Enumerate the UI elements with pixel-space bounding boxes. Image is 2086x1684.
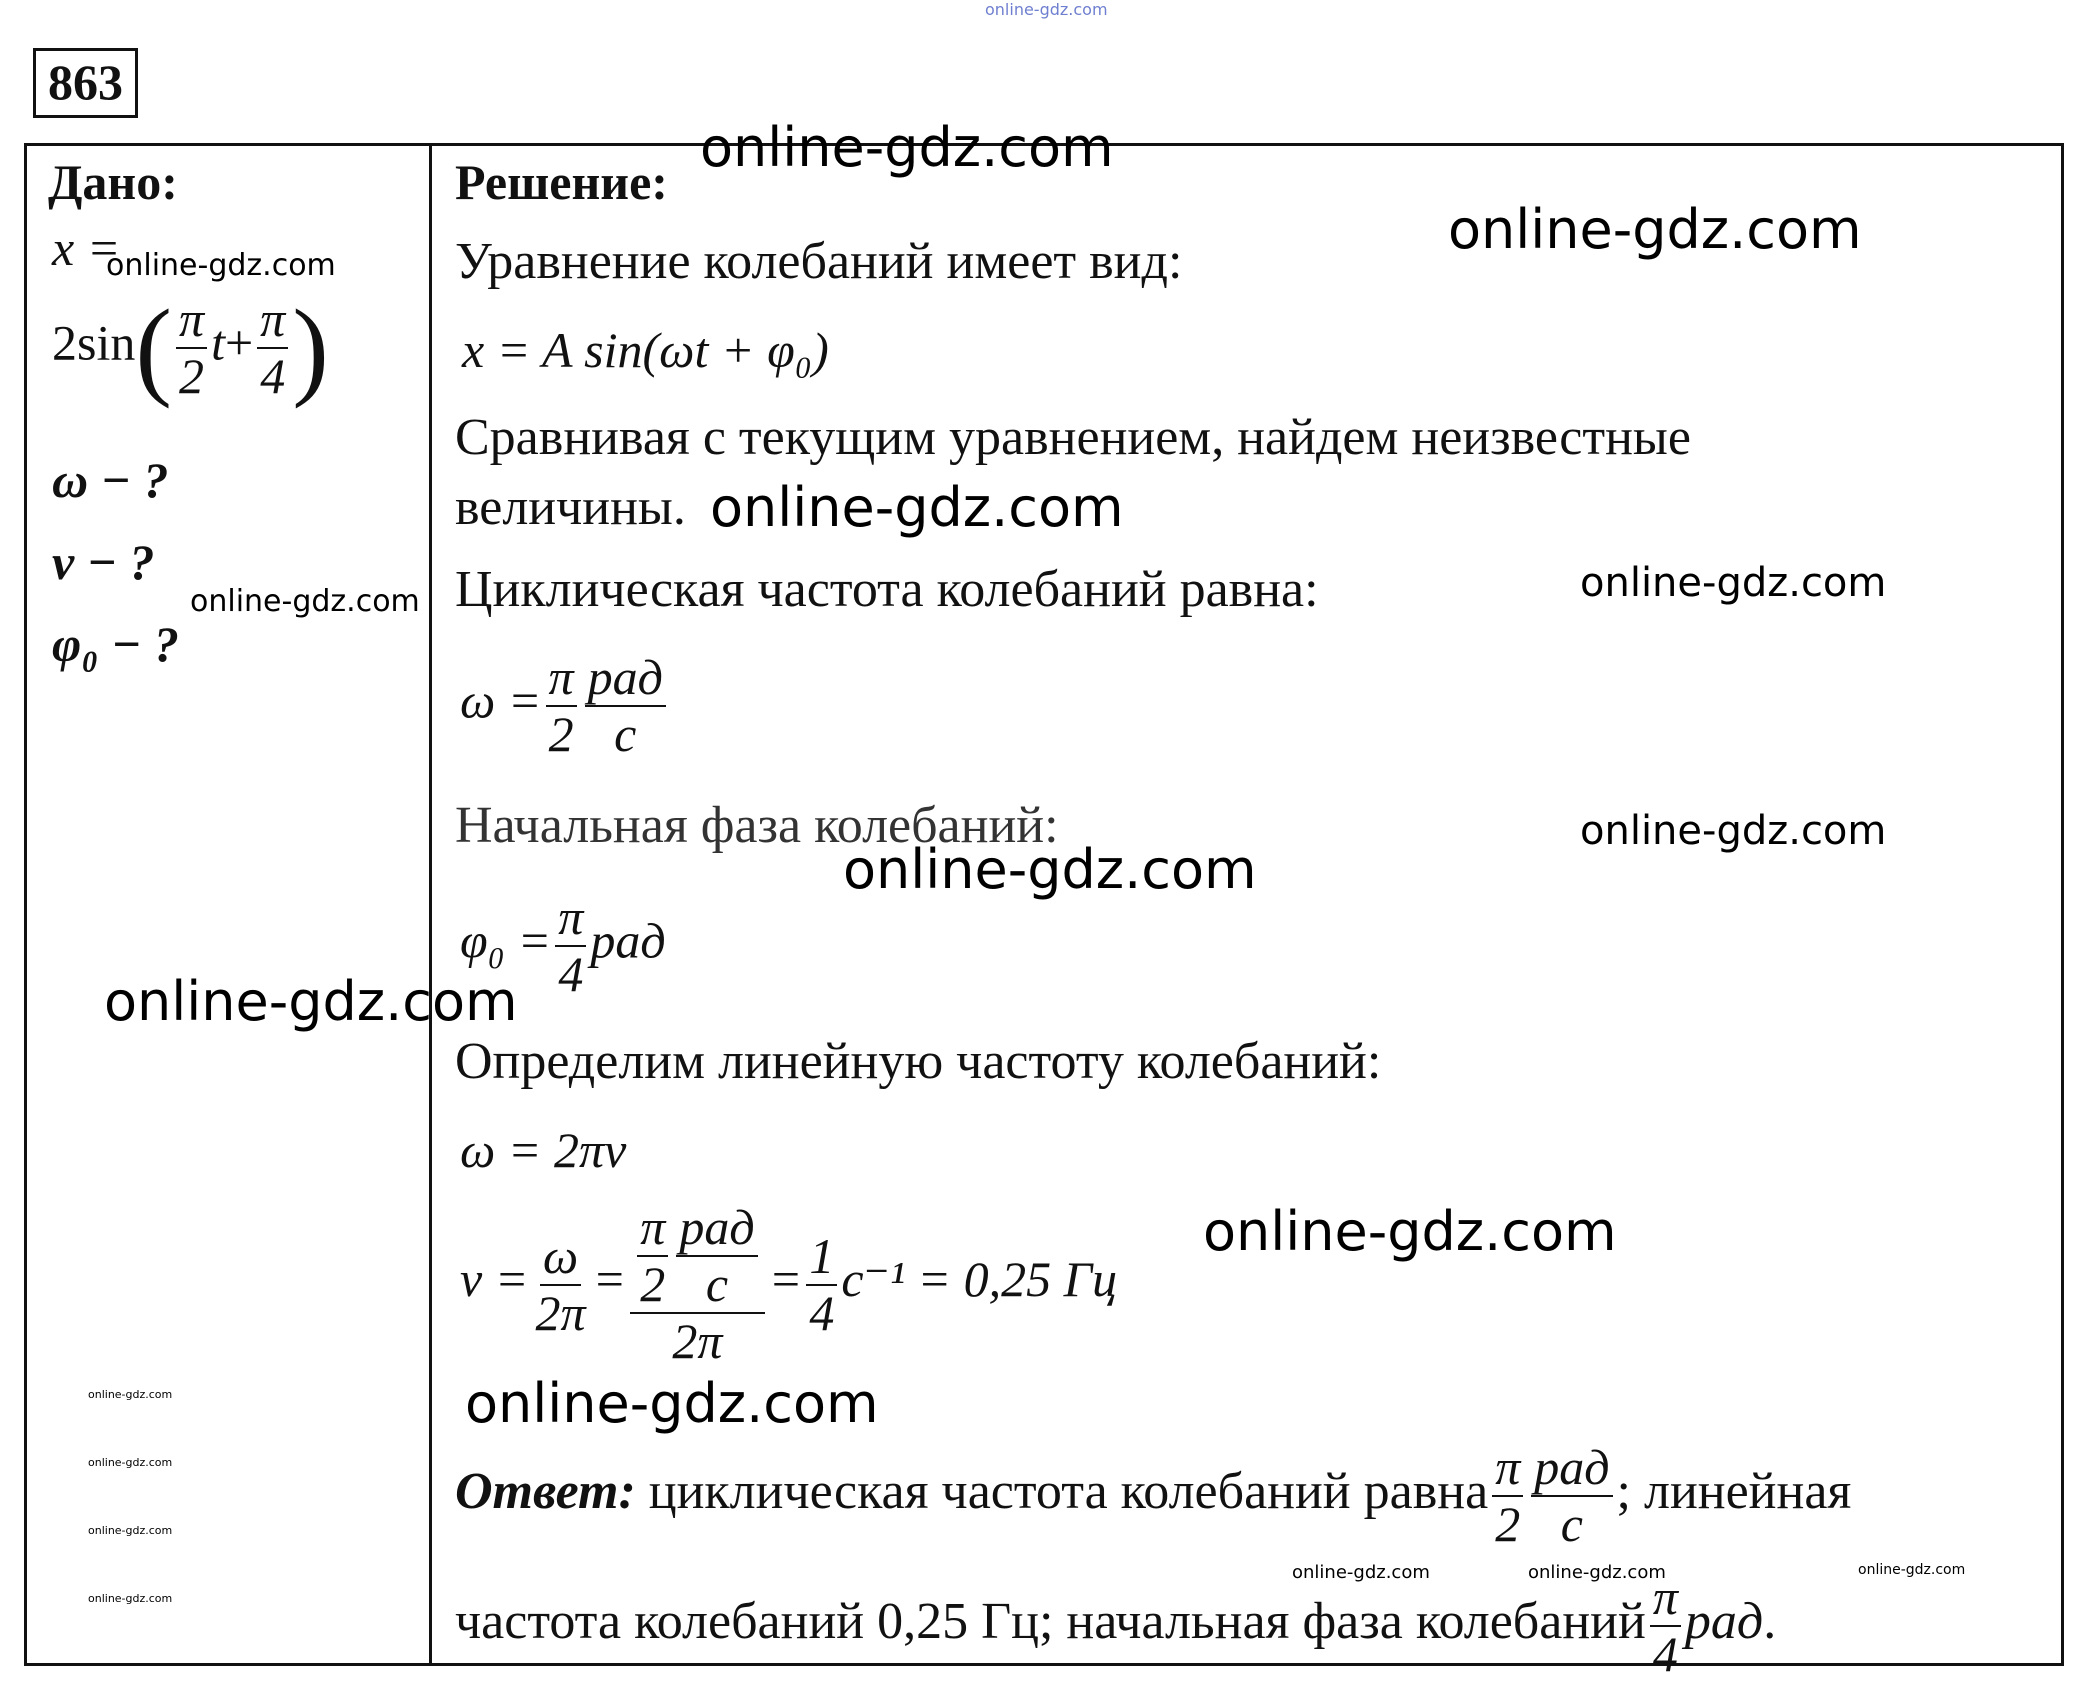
watermark-16: online-gdz.com: [1292, 1562, 1430, 1583]
watermark-6: online-gdz.com: [1580, 560, 1887, 606]
nu-fraction-3: $\frac{1}{4}$: [806, 1229, 837, 1341]
given-fraction-b: $\frac{\pi}{4}$: [257, 292, 288, 404]
given-sin: sin: [77, 314, 136, 371]
problem-number: 863: [33, 48, 138, 118]
given-equation-lhs: x =: [52, 220, 121, 276]
watermark-8: online-gdz.com: [843, 838, 1257, 901]
given-equation: [52, 287, 329, 409]
watermark-4: online-gdz.com: [710, 476, 1124, 539]
nu-fraction-2: $\frac{\pi}{2}$ $\frac{\text{рад}}{с}$ 2π: [630, 1200, 764, 1369]
watermark-15: online-gdz.com: [88, 1592, 173, 1605]
formula-general: x = A sin(ωt + φ₀): [462, 322, 829, 378]
watermark-18: online-gdz.com: [1858, 1562, 1966, 1578]
answer-fraction-pi: $\frac{\pi}{2}$: [1492, 1440, 1523, 1552]
omega-formula: ω = $\frac{\pi}{2}$ $\frac{\text{рад}}{с}$: [460, 650, 670, 762]
unknown-nu: ν − ?: [52, 534, 155, 590]
solution-line-4: Циклическая частота колебаний равна:: [455, 561, 1319, 618]
given-t: t: [211, 314, 225, 371]
watermark-14: online-gdz.com: [88, 1524, 173, 1537]
given-amplitude: 2: [52, 314, 77, 371]
answer-line-1: Ответ: циклическая частота колебаний равна $\frac{\pi}{2}$ $\frac{\text{рад}}{с}$ ; линейная: [455, 1439, 1852, 1552]
unknown-omega: ω − ?: [52, 452, 169, 508]
solution-line-2: Сравнивая с текущим уравнением, найдем неизвестные: [455, 409, 1691, 466]
omega-fraction-unit: $\frac{\text{рад}}{с}$: [585, 650, 666, 762]
solution-line-1: Уравнение колебаний имеет вид:: [455, 233, 1183, 290]
right-paren: ): [292, 287, 329, 409]
solution-line-3: величины.: [455, 479, 686, 536]
given-fraction-a: $\frac{\pi}{2}$: [176, 292, 207, 404]
solution-line-5: Начальная фаза колебаний:: [455, 797, 1059, 854]
unknown-phi: φ₀ − ?: [52, 616, 179, 672]
column-divider: [429, 143, 432, 1666]
watermark-7: online-gdz.com: [1580, 808, 1887, 854]
solution-line-6: Определим линейную частоту колебаний:: [455, 1033, 1382, 1090]
nu-fraction-1: $\frac{\omega}{2\pi}$: [535, 1227, 586, 1341]
omega-fraction-pi: $\frac{\pi}{2}$: [546, 650, 577, 762]
watermark-1: online-gdz.com: [700, 116, 1114, 179]
solution-heading: Решение:: [455, 154, 668, 210]
watermark-9: online-gdz.com: [104, 970, 518, 1033]
answer-fraction-unit: $\frac{\text{рад}}{с}$: [1531, 1440, 1612, 1552]
nu-tail: с⁻¹ = 0,25 Гц: [841, 1250, 1118, 1307]
given-plus: +: [224, 314, 254, 371]
left-paren: (: [135, 287, 172, 409]
watermark-5: online-gdz.com: [190, 584, 420, 619]
watermark-17: online-gdz.com: [1528, 1562, 1666, 1583]
watermark-12: online-gdz.com: [88, 1388, 173, 1401]
watermark-11: online-gdz.com: [465, 1372, 879, 1435]
watermark-2: online-gdz.com: [1448, 198, 1862, 261]
watermark-13: online-gdz.com: [88, 1456, 173, 1469]
answer-label: Ответ:: [455, 1462, 636, 1520]
phase-formula: φ₀ = $\frac{\pi}{4}$ рад: [460, 889, 666, 1002]
nu-formula: ν = $\frac{\omega}{2\pi}$ = $\frac{\pi}{2}$ $\frac{\text{рад}}{с}$ 2π = $\frac{1}{4}$ с⁻¹ = 0,25 Гц: [460, 1199, 1118, 1369]
given-heading: Дано:: [48, 154, 178, 210]
watermark-10: online-gdz.com: [1203, 1200, 1617, 1263]
answer-phase-fraction: $\frac{\pi}{4}$: [1650, 1570, 1681, 1682]
phase-fraction: $\frac{\pi}{4}$: [555, 890, 586, 1002]
watermark-3: online-gdz.com: [106, 248, 336, 283]
watermark-top: online-gdz.com: [985, 0, 1108, 19]
solution-table: [24, 143, 2064, 1666]
answer-line-2: частота колебаний 0,25 Гц; начальная фаза колебаний $\frac{\pi}{4}$ рад.: [455, 1569, 1777, 1682]
formula-omega-nu: ω = 2πν: [460, 1122, 627, 1178]
